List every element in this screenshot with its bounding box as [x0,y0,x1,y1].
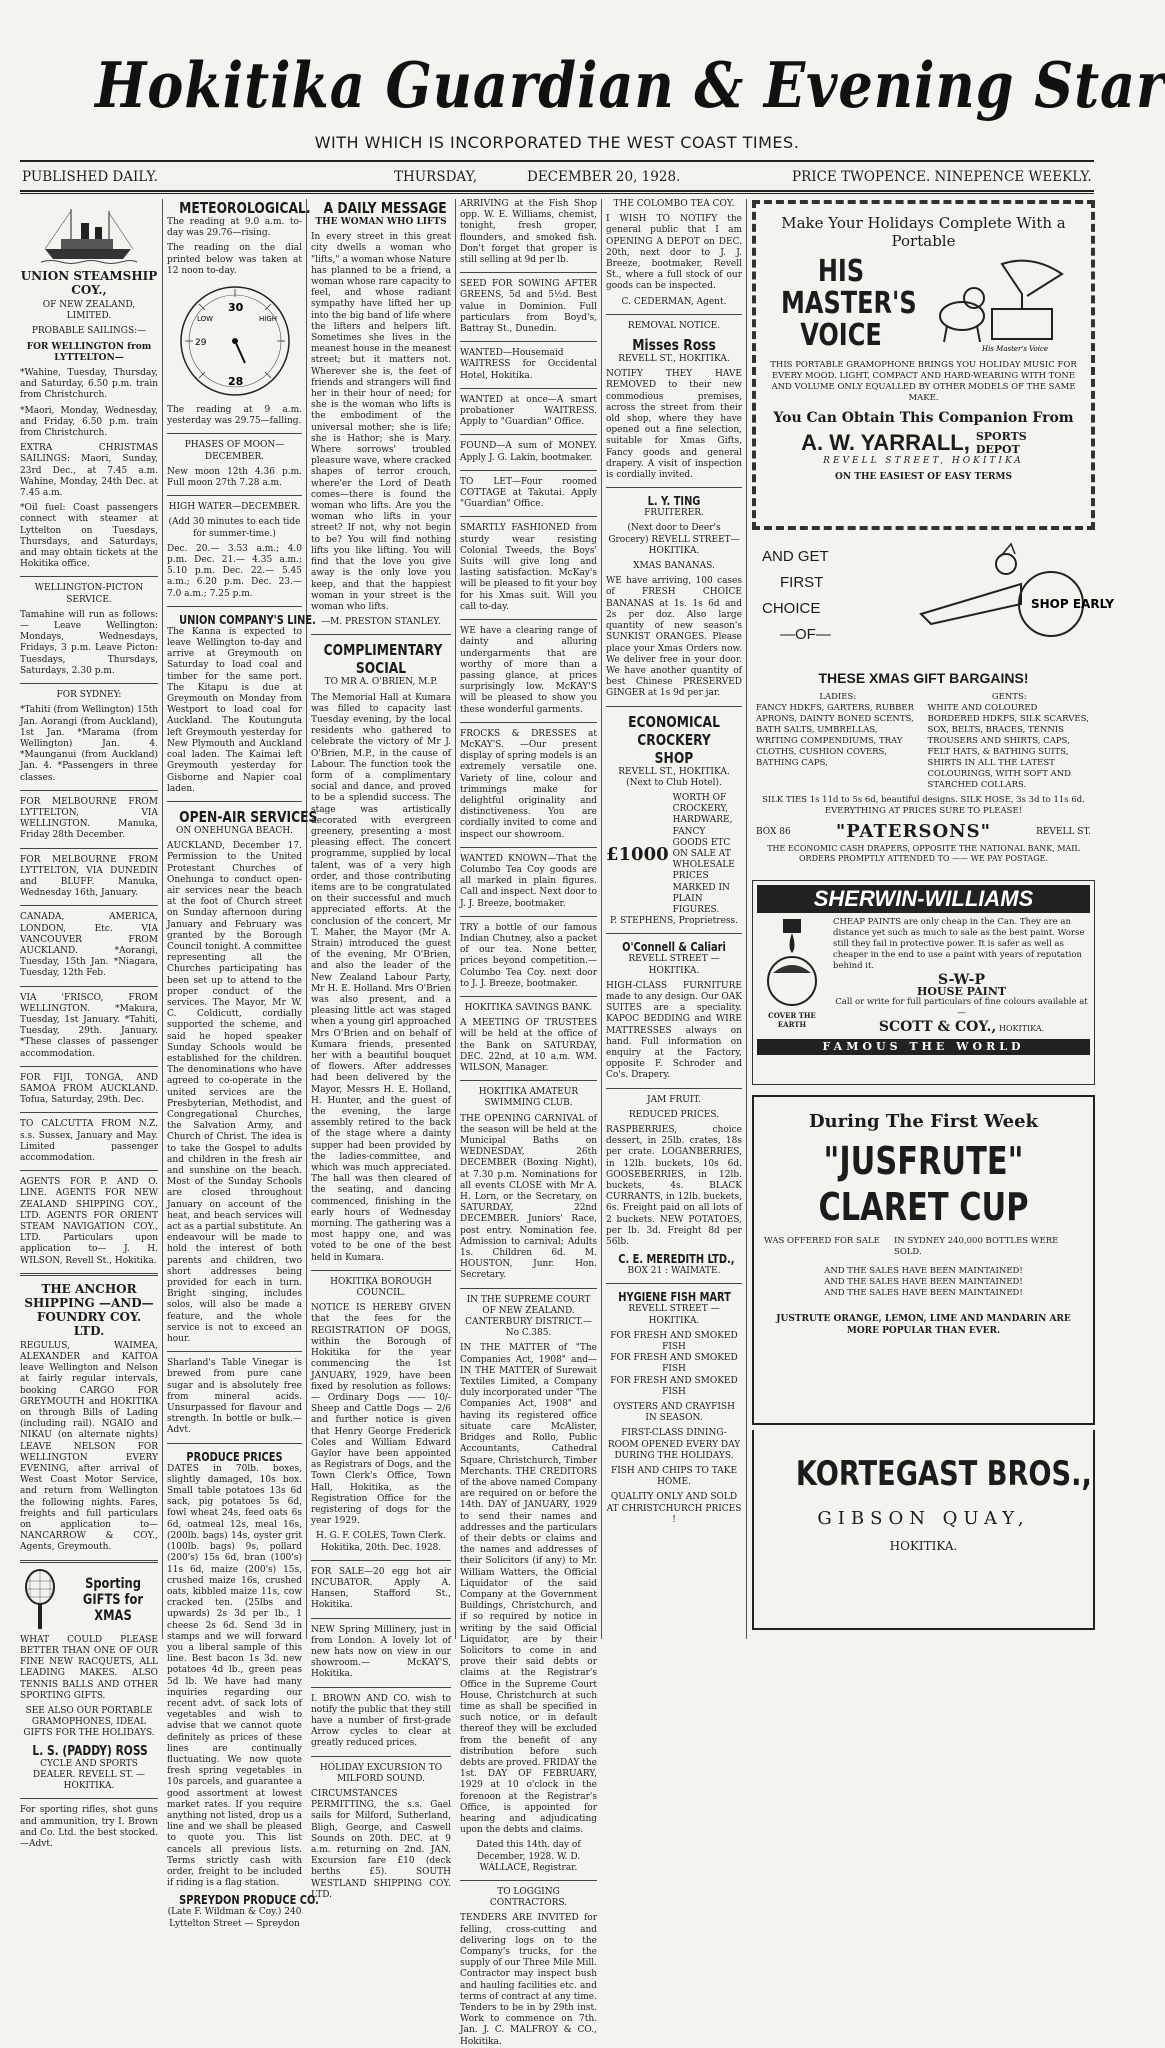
frisco-text: VIA 'FRISCO, FROM WELLINGTON. *Makura, Tuesday, 1st January. *Tahiti, Tuesday, 29th. January. *These classes of passenger accommodation. [20,992,158,1059]
patersons-ties: SILK TIES 1s 11d to 5s 6d, beautiful designs. SILK HOSE, 3s 3d to 11s 6d. EVERYTHING AT PRICES SURE TO PLEASE! [762,795,1085,816]
borough-council-heading: HOKITIKA BOROUGH COUNCIL. [330,1276,432,1299]
hygiene-fish-mart: HYGIENE FISH MART [618,1290,731,1305]
produce-text: DATES in 70lb. boxes, slightly damaged, 10s box. Small table potatoes 13s 6d sack, pig potatoes 5s 6d, fowl wheat 24s, feed oats 6s 6d, oatmeal 12s, meal 16s, (200lb. bags) 14s, oyster grit (100lb. bags) 9s, pollard (200's) 15s 6d, bran (100's) 11s 6d, maize (200's) 15s, crushed maize 16s, crushed oats, kibbled maize 11s, cow cracked ten. (25lbs and upwards) 2s 3d per lb., 1 cheese 2s 6d. Send 3d in stamps and we will forward you a liberal sample of this line. Best bacon 1s 3d. new potatoes 4d lb., green peas 5d lb. We have had many inquiries regarding our recent advt. of sack lots of vegetables and wish to advise that we cannot quote definitely as prices of these lines are continually fluctuating. We now quote fresh spring vegetables in 10s parcels, and guarantee a good assortment at lowest market rates. If you require anything not listed, drop us a line and we shall be pleased to quote you. This list cancels all previous lists. Terms strictly cash with order, freight to be included if riding is a flag station. [167,1463,302,1889]
union-steamship-heading: UNION STEAMSHIP COY., [20,269,158,297]
jusfrute-ad [752,1095,1095,1425]
divider [311,1756,451,1757]
colombo-heading: THE COLOMBO TEA COY. [613,199,735,209]
complimentary-social-text: The Memorial Hall at Kumara was filled to capacity last Tuesday evening, by the local residents who gathered to celebrate the victory of Mr J. O'Brien, M.P., in the cause of Labour. The function took the form of a complimentary social and dance, and proved to be a splendid success. The stage was artistically decorated with evergreen greenery, presenting a most pleasing effect. The concert programme, supplied by local talent, was of a very high order, and those contributing items are to be congratulated on their successful and much appreciated efforts. At the conclusion of the concert, Mr T. Maher, the Mayor (Mr A. Strain) introduced the guest of the evening, Mr O'Brien, and also the leader of the New Zealand Labour Party, Mr H. E. Holland. Mrs O'Brien was also present, and a pleasing little act was staged when a young girl approached Mrs O'Brien and on behalf of Kumara friends, presented her with a beautiful bouquet of flowers. After addresses had been delivered by the Mayor, Messrs H. E. Holland, H. Hunter, and the guest of the evening, the large assembly retired to the back of the stage where a dainty supper had been provided by the ladies-committee, and which was much appreciated. The hall was then cleared of the seating, and dancing commenced, finishing in the early hours of Wednesday morning. The gathering was a most happy one, and was voted to be one of the best held in Kumara. [311,692,451,1263]
dateline-rule [20,190,1094,192]
swimming-club-heading: HOKITIKA AMATEUR SWIMMING CLUB. [478,1087,579,1109]
hmv-text: THIS PORTABLE GRAMOPHONE BRINGS YOU HOLIDAY MUSIC FOR EVERY MOOD. LIGHT, COMPACT AND HARD-WEARING WITH TONE AND VOLUME ONLY EQUALLED BY OTHER MODELS OF THE SAME MAKE. [770,360,1077,403]
wanted-probationer: WANTED at once—A smart probationer WAITRESS. Apply to "Guardian" Office. [460,394,597,428]
patersons-box: BOX 86 [756,826,791,837]
divider [167,801,302,802]
daily-message-heading: A DAILY MESSAGE [323,199,447,217]
divider [606,1283,742,1284]
patersons-top [756,544,1115,664]
patersons-of: —OF— [780,626,831,643]
woman-who-lifts-heading: THE WOMAN WHO LIFTS [315,217,447,227]
oysters-line: OYSTERS AND CRAYFISH IN SEASON. [613,1402,735,1424]
oconnell-name: O'Connell & Caliari [622,940,726,955]
high-water-note: (Add 30 minutes to each tide for summer-time.) [168,517,301,539]
divider [20,1798,158,1799]
patersons-revell: REVELL ST. [1036,826,1091,837]
complimentary-social-sub: TO MR A. O'BRIEN, M.P. [324,677,438,688]
boys-suits-ad: SMARTLY FASHIONED from sturdy wear resisting Colonial Tweeds, the Boys' Suits will give long and lasting satisfaction. McKay's will be pleased to fit your boy for his Xmas suit. Will you call to-day. [460,523,597,612]
column-rule [306,199,307,1639]
misses-ross-name: Misses Ross [632,336,716,355]
dining-room-line: FIRST-CLASS DINING-ROOM OPENED EVERY DAY DURING THE HOLIDAYS. [607,1428,741,1461]
his-masters-voice-ad [752,200,1095,530]
barometer-dial [175,281,295,401]
paint-can-globe-icon [759,917,825,1007]
agents-text: AGENTS FOR P. AND O. LINE. AGENTS FOR NEW ZEALAND SHIPPING COY., LTD. AGENTS FOR ORIENT STEAM NAVIGATION COY., LTD. Particulars upon application to— J. H. WILSON, Revell St., Hokitika. [20,1177,158,1266]
patersons-ad [752,540,1115,870]
column-rule [162,199,163,1639]
sherwin-williams-ad [752,880,1095,1085]
met-reading-2: The reading on the dial printed below was taken at 12 noon to-day. [167,243,302,276]
savings-bank-text: A MEETING OF TRUSTEES will be held at the office of the Bank on SATURDAY, DEC. 22nd, at 10 a.m. WM. WILSON, Manager. [460,1018,597,1073]
millinery-ad: NEW Spring Millinery, just in from London. A lovely lot of new hats now on view in our showroom.— McKAY'S, Hokitika. [311,1624,451,1680]
divider [167,495,302,496]
union-company-heading: UNION COMPANY'S LINE. [179,612,316,627]
incubator-ad: FOR SALE—20 egg hot air INCUBATOR. Apply A. Hansen, Stafford St., Hokitika. [311,1566,451,1611]
ladies-heading: LADIES: [819,692,857,702]
patersons-ladies [756,692,920,791]
swp-label: S-W-P [938,972,985,988]
sporting-gifts-title: Sporting GIFTS for XMAS [82,1575,144,1624]
logging-text: TENDERS ARE INVITED for felling, cross-cutting and delivering logs on to the Company's trucks, for the supply of our Three Mile Mill. Contractor may inspect bush and hauling facilities etc. and terms of contract at any time. Tenders to be in by 29th inst. Work to commence on 7th. Jan. J. C. MALFROY & CO., Hokitika. [460,1913,597,2047]
dial-29: 29 [194,338,206,349]
met-reading-1: The reading at 9.0 a.m. to-day was 29.76—rising. [167,217,302,239]
dial-28: 28 [227,375,243,389]
column-1 [20,199,158,1849]
divider [311,634,451,635]
moon-heading: PHASES OF MOON—DECEMBER. [184,440,285,462]
wanted-known-ad: WANTED KNOWN—That the Columbo Tea Coy goods are all marked in plain figures. Call and inspect. Next door to J. J. Breeze, bootmaker. [460,853,597,909]
divider [167,1443,302,1444]
sherwin-williams-title: SHERWIN-WILLIAMS [757,885,1090,913]
ross-subtitle: CYCLE AND SPORTS DEALER. REVELL ST. — HOKITIKA. [32,1758,146,1792]
divider [606,1088,742,1089]
divider [20,905,158,906]
dial-30: 30 [227,301,243,315]
anchor-shipping-heading: THE ANCHOR SHIPPING —AND— FOUNDRY COY. LTD. [24,1281,154,1338]
sharland-ad: Sharland's Table Vinegar is brewed from pure cane sugar and is absolutely free from mineral acids. Unsurpassed for flavour and strength. In bottle or bulk.—Advt. [167,1358,302,1436]
sherwin-globe [757,917,827,1035]
to-let-cottage: TO LET—Four roomed COTTAGE at Takutai. Apply "Guardian" Office. [460,476,597,510]
open-air-heading: OPEN-AIR SERVICES [179,807,318,826]
crockery-signature: P. STEPHENS, Proprietress. [610,916,738,927]
column-3 [311,199,451,1900]
union-subheading: OF NEW ZEALAND, LIMITED. [42,300,136,322]
cover-the-earth: COVER THE EARTH [768,1011,816,1029]
crockery-amount: £1000 [606,843,669,865]
yarrall-terms: ON THE EASIEST OF EASY TERMS [835,472,1012,482]
divider [20,790,158,791]
tides: Dec. 20.— 3.53 a.m.; 4.0 p.m. Dec. 21.— 4.35 a.m.; 5.10 p.m. Dec. 22.— 5.45 a.m.; 6.20 p.m. Dec. 23.— 7.0 a.m.; 7.25 p.m. [167,543,302,599]
scott-coy: SCOTT & COY., [878,1019,997,1035]
divider [460,1288,597,1289]
patersons-and-get: AND GET [762,548,829,565]
open-air-sub: ON ONEHUNGA BEACH. [175,825,294,836]
jam-reduced: REDUCED PRICES. [628,1109,720,1120]
jusfrute-sydney: IN SYDNEY 240,000 BOTTLES WERE SOLD. [894,1236,1059,1257]
frocks-ad: FROCKS & DRESSES at McKAY'S. —Our present display of spring models is an extremely versatile one. Variety of line, colour and trimmings make for delightful originality and distinctiveness. You are cordially invited to come and inspect our showroom. [460,728,597,840]
divider [20,848,158,849]
column-rule [601,199,602,1639]
chutney-ad: TRY a bottle of our famous Indian Chutney, also a packet of our tea. None better, prices beyond competition.—Columbo Tea Coy. next door to J. J. Breeze, bootmaker. [460,922,597,989]
claret-cup: CLARET CUP [818,1185,1029,1229]
sydney-heading: FOR SYDNEY: [56,690,122,701]
dateline [22,169,1092,187]
extra-sailings: EXTRA CHRISTMAS SAILINGS: Maori, Sunday, 23rd Dec., at 7.45 a.m. Wahine, Monday, 24th Dec. at 7.45 a.m. [20,443,158,499]
divider [460,434,597,435]
divider [606,487,742,488]
jusfrute-name: "JUSFRUTE" [823,1139,1024,1183]
fish-chips-line: FISH AND CHIPS TO TAKE HOME. [610,1466,738,1488]
column-rule [746,199,747,1639]
spreydon-name: SPREYDON PRODUCE CO. [179,1893,319,1908]
divider [460,996,597,997]
meredith-box: BOX 21 : WAIMATE. [627,1266,721,1277]
sherwin-body [757,917,1090,1035]
picton-heading: WELLINGTON-PICTON SERVICE. [34,583,144,605]
dial-low: LOW [196,315,213,324]
xmas-bananas: XMAS BANANAS. [633,561,715,572]
crockery-heading: ECONOMICAL CROCKERY SHOP [628,712,720,767]
patersons-name: "PATERSONS" [835,821,991,842]
sherwin-text: CHEAP PAINTS are only cheap in the Can. They are an distance yet such as much to sale as the best paint. Worse still they fail in protective power. It is safer as well as cheaper in the end to use a paint with years of reputation behind it. [833,917,1085,971]
divider [20,1112,158,1113]
ting-address: (Next door to Deer's Grocery) REVELL STREET—HOKITIKA. [608,523,740,556]
scott-hokitika: HOKITIKA. [999,1024,1045,1033]
divider [20,576,158,577]
divider [460,1080,597,1081]
patersons-first: FIRST [780,574,824,591]
divider [311,1687,451,1688]
crockery-address: REVELL ST., HOKITIKA. (Next to Club Hotel). [618,766,730,788]
excursion-text: CIRCUMSTANCES PERMITTING, the s.s. Gael sails for Milford, Sutherland, Bligh, George, and Caswell Sounds on 20th. DEC. at 9 a.m. returning on 2nd. JAN. Excursion fare £10 (deck berths £5). SOUTH WESTLAND SHIPPING COY. LTD. [311,1789,451,1900]
melbourne-1: FOR MELBOURNE FROM LYTTELTON, VIA WELLINGTON. Manuka, Friday 28th December. [20,796,158,841]
column-4 [460,199,597,2047]
calcutta-text: TO CALCUTTA FROM N.Z. s.s. Sussex, January and May. Limited passenger accommodation. [20,1119,158,1163]
jusfrute-offered: WAS OFFERED FOR SALE [764,1236,880,1246]
divider [606,933,742,934]
hmv-dog-caption: His Master's Voice [982,345,1049,353]
gibson-quay: GIBSON QUAY, [817,1508,1030,1529]
misses-ross-text: NOTIFY THEY HAVE REMOVED to their new commodious premises, across the street from their old shop, where they have opened out a fine selection, suitable for Xmas Gifts, Fancy goods and general drapery. A visit of inspection is cordially invited. [606,369,742,481]
quality-line: QUALITY ONLY AND SOLD AT CHRISTCHURCH PRICES ! [606,1492,742,1525]
anchor-text: REGULUS, WAIMEA, ALEXANDER and KAITOA leave Wellington and Nelson at fairly regular intervals, booking CARGO FOR GREYMOUTH and HOKITIKA on through Bills of Lading (including rail). NGAIO and NIKAU (on alternate nights) LEAVE NELSON FOR WELLINGTON EVERY EVENING, after arrival of West Coast Motor Service, and return from Wellington the following nights. Fares, freights and full particulars on application to— NANCARROW & COY., Agents, Greymouth. [20,1340,158,1553]
patersons-first-choice [756,544,911,664]
jusfrute-flavours: JUSTRUTE ORANGE, LEMON, LIME AND MANDARIN ARE MORE POPULAR THAN EVER. [776,1314,1071,1336]
yarrall-address: REVELL STREET, HOKITIKA [823,456,1024,466]
misses-ross-address: REVELL ST., HOKITIKA. [618,354,730,365]
shop-early-label: SHOP EARLY [1031,597,1115,611]
divider [20,1273,158,1276]
ting-sub: FRUITERER. [644,508,704,519]
house-paint-label: HOUSE PAINT [916,985,1007,998]
divider [460,516,597,517]
divider [20,1170,158,1171]
probable-sailings: PROBABLE SAILINGS:— [31,326,147,337]
gramophone-text: SEE ALSO OUR PORTABLE GRAMOPHONES, IDEAL GIFTS FOR THE HOLIDAYS. [23,1705,155,1739]
sporting-gifts-ad [20,1569,158,1631]
oconnell-address: REVELL STREET — HOKITIKA. [628,954,720,976]
maori-sailing: *Maori, Monday, Wednesday, and Friday, 6.50 p.m. train from Christchurch. [20,405,158,439]
sydney-text: *Tahiti (from Wellington) 15th Jan. Aorangi (from Auckland), 1st Jan. *Marama (from Wellington) Jan. 4. *Maunganui (from Auckland) Jan. 4. *Passengers in three classes. [20,705,158,783]
swimming-club-text: THE OPENING CARNIVAL of the season will be held at the Municipal Baths on WEDNESDAY, 26th DECEMBER (Boxing Night), at 7.30 p.m. Nominations for all events CLOSE with Mr A. H. Lorn, or the Secretary, on SATURDAY, 22nd DECEMBER. Juniors' Race, post entry. Nomination fee. Admission to carnival; Adults 1s. Children 6d. M. HOUSTON, Junr. Hon. Secretary. [460,1113,597,1281]
patersons-lists [756,692,1091,791]
union-company-text: The Kanna is expected to leave Wellington to-day and arrive at Greymouth on Saturday to load coal and timber for the same port. The Kitapu is due at Greymouth on Monday from Westport to load coal for Auckland. The Koutunguta left Greymouth yesterday for New Plymouth and Auckland coal laden. The Kaimai left Greymouth yesterday for Gisborne and Napier coal laden. [167,626,302,794]
hmv-title-row [766,254,1081,354]
high-water-heading: HIGH WATER—DECEMBER. [168,502,301,513]
colombo-signature: C. CEDERMAN, Agent. [621,296,727,307]
crockery-offer [606,793,742,916]
jam-fruit-heading: JAM FRUIT. [647,1094,701,1105]
logging-heading: TO LOGGING CONTRACTORS. [489,1887,568,1909]
patersons-choice: CHOICE [762,600,821,617]
divider [20,1066,158,1067]
daily-message-text: In every street in this great city dwells a woman who "lifts," a woman whose Nature has planned to be a friend, a woman whose rare capacity to feel, and whose radiant sympathy have lifted her up into the big band of life where the lifters and helpers lift. Sometimes she lives in the meanest house in the meanest street; but it matters not. Wherever she is, the feet of friends and strangers will find her in their hour of need; for she is the woman who lifts is the embodiment of the universal mother; she is life; she is Hathor; she is Mary. Where sorrows' troubled pleasure wave, where cracked shapes of terror crouch, where'er the Lord of Death comes—there is found the woman who lifts. Are you the woman who lifts in your street? If not, why not begin to be? You will find nothing lifts you like lifting. You will find that the love you give away is the only love you keep, and that the happiest woman in your street is the woman who lifts. [311,232,451,612]
divider [167,1351,302,1352]
shop-early-bugle-icon [911,544,1115,664]
jam-fruit-text: RASPBERRIES, choice dessert, in 25lb. crates, 18s per crate. LOGANBERRIES, in 12lb. buckets, 10s 6d. GOOSEBERRIES, in 12lb. buckets, 4s. BLACK CURRANTS, in 12lb. buckets, 6s. Freight paid on all lots of 2 buckets. NEW POTATOES, per lb. 3d. Freight 8d per 56lb. [606,1125,742,1248]
yarrall-name: A. W. YARRALL, [801,430,970,455]
jusfrute-maintained-2: AND THE SALES HAVE BEEN MAINTAINED! [824,1277,1023,1287]
patersons-gifts: THESE XMAS GIFT BARGAINS! [818,670,1029,686]
divider [460,470,597,471]
divider [606,706,742,707]
divider [167,433,302,434]
masthead [20,38,1165,133]
hygiene-line-2: FOR FRESH AND SMOKED FISH [610,1353,738,1375]
wanted-housemaid: WANTED—Housemaid WAITRESS for Occidental Hotel, Hokitika. [460,348,597,381]
canada-text: CANADA, AMERICA, LONDON, Etc. VIA VANCOUVER FROM AUCKLAND. *Aorangi, Tuesday, 15th Jan. *Niagara, Tuesday, 12th Feb. [20,912,158,979]
jusfrute-maintained-3: AND THE SALES HAVE BEEN MAINTAINED! [824,1288,1023,1298]
meredith-name: C. E. MEREDITH LTD., [618,1252,735,1267]
melbourne-2: FOR MELBOURNE FROM LYTTELTON, VIA DUNEDIN and BLUFF. Manuka, Wednesday 16th, January. [20,854,158,899]
brown-cycles-ad: I. BROWN AND CO. wish to notify the public that they still have a number of first-grade Arrow cycles to clear at greatly reduced prices. [311,1693,451,1749]
supreme-court-signature: Dated this 14th. day of December, 1928. W. D. WALLACE, Registrar. [476,1840,581,1873]
column-rule [455,199,456,1639]
supreme-court-text: IN THE MATTER of "The Companies Act, 1908" and— IN THE MATTER of Surewait Textiles Limited, a Company duly incorporated under "The Companies Act, 1908" and having its registered office situate care McAlister, Bridges and Rollo, Public Accountants, Cathedral Square, Christchurch, Timber Merchants. THE CREDITORS of the above named Company are required on or before the 14th. DAY of JANUARY, 1929 to send their names and addresses and the particulars of their debts or claims and the names and addresses of their Solicitors (if any) to Mr. William Watters, the Official Liquidator of the said Company at the Government Buildings, Christchurch, and if so required by notice in writing by the said Official Liquidator, are by their Solicitors to come in and prove their said debts or claims at the Registrar's Office in the Supreme Court House, Christchurch at such time as shall be specified in such notice, or in default thereof they will be excluded from the benefit of any distribution before such debts are proved. FRIDAY the 1st. DAY OF FEBRUARY, 1929 at 10 o'clock in the forenoon at the Registrar's Office, is appointed for hearing and adjudicating upon the debts and claims. [460,1343,597,1836]
produce-heading: PRODUCE PRICES [186,1449,283,1464]
divider [311,1560,451,1561]
hygiene-line-1: FOR FRESH AND SMOKED FISH [610,1330,738,1353]
crockery-text: WORTH OF CROCKERY, HARDWARE, FANCY GOODS ETC ON SALE AT WHOLESALE PRICES MARKED IN PLAIN FIGURES. [672,792,735,915]
divider [460,847,597,848]
ross-name: L. S. (PADDY) ROSS [32,1743,148,1759]
seed-ad: SEED FOR SOWING AFTER GREENS, 5d and 5½d. Best value in Dominion. Full particulars from Boyd's, Battray St., Dunedin. [460,279,597,335]
kortegast-town: HOKITIKA. [889,1539,958,1553]
kortegast-name: KORTEGAST BROS., [795,1454,1092,1494]
column-5 [606,199,742,1639]
hmv-obtain: You Can Obtain This Companion From [773,410,1074,426]
divider [460,916,597,917]
borough-council-text: NOTICE IS HEREBY GIVEN that the fees for the REGISTRATION OF DOGS, within the Borough of Hokitika for the year commencing the 1st JANUARY, 1929, have been fixed by resolution as follows:— Ordinary Dogs —— 10/- Sheep and Cattle Dogs — 2/6 and further notice is given that Henry George Frederick Coles and William Edward Gaylor have been appointed as Registrars of Dogs, and the Town Clerk's Office, Town Hall, Hokitika, as the Registration Office for the registering of dogs for the year 1929. [311,1303,451,1527]
jusfrute-week: During The First Week [808,1111,1039,1132]
met-reading-3: The reading at 9 a.m. yesterday was 29.75—falling. [167,405,302,427]
removal-notice: REMOVAL NOTICE. [627,320,721,331]
jusfrute-maintained-1: AND THE SALES HAVE BEEN MAINTAINED! [824,1266,1023,1276]
found-money: FOUND—A sum of MONEY. Apply J. G. Lakin, bootmaker. [460,441,597,463]
ting-name: L. Y. TING [647,494,701,509]
divider [460,388,597,389]
for-wellington: FOR WELLINGTON from LYTTELTON— [26,341,152,363]
gents-list: WHITE AND COLOURED BORDERED HDKFS, SILK SCARVES, SOX, BELTS, BRACES, TENNIS TROUSERS AND SHIRTS, CAPS, FELT HATS, & BATHING SUITS, SHIRTS IN ALL THE LATEST COLOURINGS, WITH SOFT AND STARCHED COLLARS. [927,703,1089,790]
jusfrute-sales-row [764,1236,1083,1258]
divider [20,1560,158,1563]
divider [460,1880,597,1881]
divider [606,314,742,315]
hmv-title: HIS MASTER'S VOICE [781,254,917,353]
masthead-subtitle: WITH WHICH IS INCORPORATED THE WEST COAST TIMES. [314,133,800,152]
sherwin-call: Call or write for full particulars of fine colours available at— [835,997,1088,1018]
meteorological-heading: METEOROLOGICAL. [179,199,311,217]
published-daily: PUBLISHED DAILY. [22,169,158,185]
ting-text: WE have arriving, 100 cases of FRESH CHOICE BANANAS at 1s. 1s 6d and 2s per doz. Also large quantity of new season's SUNKIST ORANGES. Please place your Xmas Orders now. We deliver free in your door. We have another quantity of best Chinese PRESERVED GINGER at 1s 9d per jar. [606,576,742,699]
picton-text: Tamahine will run as follows:— Leave Wellington: Mondays, Wednesdays, Fridays, 3 p.m. Leave Picton: Tuesdays, Thursdays, Saturdays, 2.30 p.m. [20,609,158,676]
open-air-text: AUCKLAND, December 17. Permission to the United Protestant Churches of Onehunga to conduct open-air services near the beach at the foot of Church street on Sunday afternoon during January and February was granted by the Borough Council tonight. A committee representing all the Churches participating has been set up to attend to the proper conduct of the services. The Mayor, Mr W. C. Coldicutt, cordially supported the scheme, and said he hoped speaker Sunday Schools would be established for the children. The denominations who have agreed to co-operate in the united services are the Presbyterian, Methodist, and Congregational Churches, the Salvation Army, and Church of Christ. The idea is to take the Gospel to adults and children in the fresh air and sunshine on the beach. Most of the Sunday Schools are closed throughout January on account of the heat, and beach services will act as a partial substitute. An endeavour will be made to hold the interest of both parents and children, two short addresses being provided for each in turn. Bright singing, includes solos, will also be made a feature, and the whole service is not to exceed an hour. [167,841,302,1345]
column-2 [167,199,319,1929]
borough-council-signature: H. G. F. COLES, Town Clerk. Hokitika, 20th. Dec. 1928. [316,1531,446,1553]
spreydon-sub: (Late F. Wildman & Coy.) 240 Lyttelton Street — Spreydon [167,1907,302,1929]
kortegast-ad [752,1430,1095,1630]
newspaper-title: Hokitika Guardian & Evening Star [95,48,1165,122]
undergarments-ad: WE have a clearing range of dainty and alluring undergarments that are worthy of more than a passing glance, at prices surprisingly low. McKAY'S will be pleased to show you these wonderful garments. [460,626,597,715]
sherwin-bottom-band: FAMOUS THE WORLD [757,1039,1090,1055]
moon-phases: New moon 12th 4.36 p.m. Full moon 27th 7.28 a.m. [167,466,302,489]
sherwin-copy [833,917,1090,1035]
tennis-racquet-icon [20,1569,64,1631]
steamship-icon [41,205,137,265]
yarrall-depot: SPORTS DEPOT [975,430,1027,456]
issue-day: THURSDAY, [394,169,478,185]
divider [460,272,597,273]
price: PRICE TWOPENCE. NINEPENCE WEEKLY. [792,169,1092,185]
dog-gramophone-icon [922,254,1072,354]
dial-high: HIGH [258,315,277,324]
patersons-footer: THE ECONOMIC CASH DRAPERS, OPPOSITE THE NATIONAL BANK, MAIL ORDERS PROMPTLY ATTENDED TO —— WE PAY POSTAGE. [767,844,1080,863]
excursion-heading: HOLIDAY EXCURSION TO MILFORD SOUND. [319,1762,443,1784]
yarrall-row [766,430,1081,456]
patersons-name-row [756,821,1091,842]
supreme-court-heading: IN THE SUPREME COURT OF NEW ZEALAND. CANTERBURY DISTRICT.—No C.385. [465,1294,592,1339]
fiji-text: FOR FIJI, TONGA, AND SAMOA FROM AUCKLAND. Tofua, Saturday, 29th. Dec. [20,1072,158,1106]
complimentary-social-heading: COMPLIMENTARY SOCIAL [323,641,443,678]
savings-bank-heading: HOKITIKA SAVINGS BANK. [464,1002,593,1013]
hygiene-line-3: FOR FRESH AND SMOKED FISH [610,1375,738,1397]
hygiene-address: REVELL STREET — HOKITIKA. [628,1304,720,1326]
hmv-headline: Make Your Holidays Complete With a Portable [781,214,1066,250]
divider [167,606,302,607]
patersons-gents [928,692,1092,791]
gents-heading: GENTS: [991,692,1027,702]
divider [311,1270,451,1271]
divider [460,722,597,723]
sporting-text: WHAT COULD PLEASE BETTER THAN ONE OF OUR FINE NEW RACQUETS, ALL LEADING MAKES. ALSO TENNIS BALLS AND OTHER SPORTING GIFTS. [20,1634,158,1701]
wahine-sailing: *Wahine, Tuesday, Thursday, and Saturday, 6.50 p.m. train from Christchurch. [20,368,158,401]
masthead-rule [20,160,1094,162]
ladies-list: FANCY HDKFS, GARTERS, RUBBER APRONS, DAINTY BONED SCENTS, BATH SALTS, UMBRELLAS, WRITING COMPENDIUMS, TRAY CLOTHS, CUSHION COVERS, BATHING CAPS, [756,703,914,768]
divider [311,1618,451,1619]
divider [20,986,158,987]
fish-shop-ad: ARRIVING at the Fish Shop opp. W. E. Williams, chemist, tonight, fresh groper, flounders, and smoked fish. Don't forget that groper is still selling at 9d per lb. [460,199,597,266]
oil-fuel-note: *Oil fuel: Coast passengers connect with steamer at Lyttelton on Tuesdays, Thursdays, and Saturdays, and may obtain tickets at the Hokitika office. [20,503,158,570]
dateline-rule-thin [20,193,1094,194]
daily-message-signature: —M. PRESTON STANLEY. [321,617,441,628]
divider [460,341,597,342]
oconnell-text: HIGH-CLASS FURNITURE made to any design. Our OAK SUITES are a speciality. KAPOC BEDDING and WIRE MATTRESSES always on hand. Full information on enquiry at the Factory, opposite F. Schroder and Co's. Drapery. [606,980,742,1081]
colombo-text: I WISH TO NOTIFY the general public that I am OPENING A DEPOT on DEC. 20th, next door to J. J. Breeze, bootmaker, Revell St., where a full stock of our goods can be inspected. [606,214,742,292]
divider [460,619,597,620]
rifles-footer: For sporting rifles, shot guns and ammunition, try I. Brown and Co. Ltd. the best stocked.—Advt. [20,1805,158,1849]
divider [20,683,158,684]
issue-date: DECEMBER 20, 1928. [527,169,681,185]
